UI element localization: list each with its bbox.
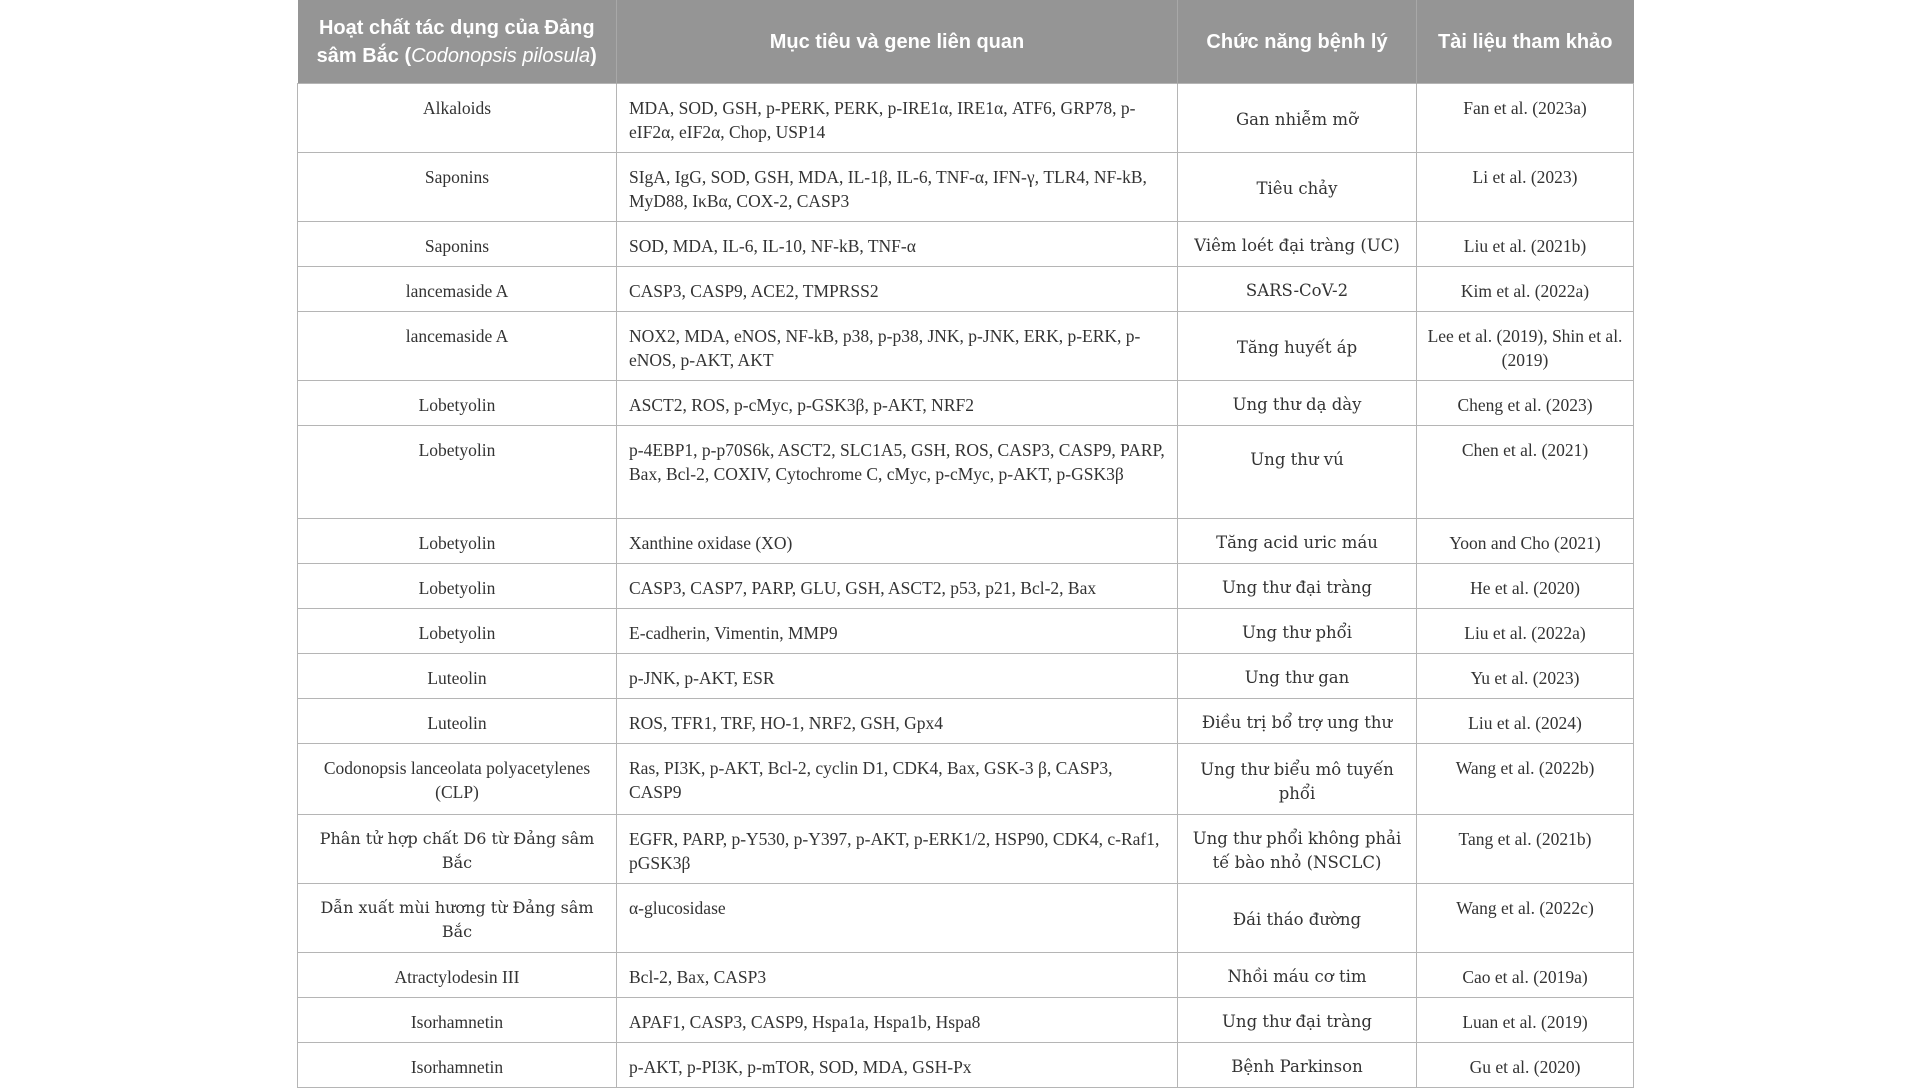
cell-compound: Isorhamnetin — [298, 998, 617, 1043]
cell-disease: Ung thư vú — [1178, 426, 1417, 519]
cell-targets: α-glucosidase — [617, 884, 1178, 953]
cell-reference: Liu et al. (2024) — [1417, 699, 1634, 744]
compound-target-table — [297, 0, 1634, 1088]
cell-reference: Wang et al. (2022c) — [1417, 884, 1634, 953]
data-table-container — [297, 0, 1633, 1088]
cell-compound: Luteolin — [298, 654, 617, 699]
cell-disease: Ung thư biểu mô tuyến phổi — [1178, 744, 1417, 815]
cell-reference: He et al. (2020) — [1417, 564, 1634, 609]
table-row — [298, 1043, 1634, 1088]
cell-compound: Phân tử hợp chất D6 từ Đảng sâm Bắc — [298, 815, 617, 884]
cell-targets: SIgA, IgG, SOD, GSH, MDA, IL-1β, IL-6, TNF-α, IFN-γ, TLR4, NF-kB, MyD88, IκBα, COX-2, CASP3 — [617, 153, 1178, 222]
cell-compound: lancemaside A — [298, 267, 617, 312]
table-row — [298, 744, 1634, 815]
cell-targets: MDA, SOD, GSH, p-PERK, PERK, p-IRE1α, IRE1α, ATF6, GRP78, p-eIF2α, eIF2α, Chop, USP14 — [617, 84, 1178, 153]
cell-compound: Isorhamnetin — [298, 1043, 617, 1088]
cell-compound: Lobetyolin — [298, 609, 617, 654]
cell-disease: Tiêu chảy — [1178, 153, 1417, 222]
table-row — [298, 564, 1634, 609]
header-compound-prefix: Hoạt chất tác dụng của Đảng sâm Bắc ( — [316, 16, 595, 67]
cell-disease: Điều trị bổ trợ ung thư — [1178, 699, 1417, 744]
cell-reference: Chen et al. (2021) — [1417, 426, 1634, 519]
cell-reference: Cao et al. (2019a) — [1417, 953, 1634, 998]
cell-targets: ROS, TFR1, TRF, HO-1, NRF2, GSH, Gpx4 — [617, 699, 1178, 744]
table-row — [298, 998, 1634, 1043]
table-row — [298, 815, 1634, 884]
cell-disease: Ung thư phổi — [1178, 609, 1417, 654]
cell-compound: Atractylodesin III — [298, 953, 617, 998]
cell-disease: SARS-CoV-2 — [1178, 267, 1417, 312]
cell-disease: Ung thư đại tràng — [1178, 998, 1417, 1043]
table-row — [298, 953, 1634, 998]
cell-targets: ASCT2, ROS, p-cMyc, p-GSK3β, p-AKT, NRF2 — [617, 381, 1178, 426]
table-row — [298, 381, 1634, 426]
header-targets: Mục tiêu và gene liên quan — [617, 0, 1178, 84]
cell-compound: Lobetyolin — [298, 519, 617, 564]
header-compound-species: Codonopsis pilosula — [411, 44, 591, 67]
cell-disease: Ung thư đại tràng — [1178, 564, 1417, 609]
cell-reference: Fan et al. (2023a) — [1417, 84, 1634, 153]
header-compound — [298, 0, 617, 84]
table-row — [298, 312, 1634, 381]
cell-compound: Lobetyolin — [298, 381, 617, 426]
cell-reference: Tang et al. (2021b) — [1417, 815, 1634, 884]
cell-targets: NOX2, MDA, eNOS, NF-kB, p38, p-p38, JNK, p-JNK, ERK, p-ERK, p-eNOS, p-AKT, AKT — [617, 312, 1178, 381]
table-row — [298, 654, 1634, 699]
cell-disease: Gan nhiễm mỡ — [1178, 84, 1417, 153]
cell-targets: SOD, MDA, IL-6, IL-10, NF-kB, TNF-α — [617, 222, 1178, 267]
cell-targets: Bcl-2, Bax, CASP3 — [617, 953, 1178, 998]
cell-disease: Ung thư dạ dày — [1178, 381, 1417, 426]
cell-targets: CASP3, CASP7, PARP, GLU, GSH, ASCT2, p53, p21, Bcl-2, Bax — [617, 564, 1178, 609]
table-row — [298, 222, 1634, 267]
cell-disease: Tăng acid uric máu — [1178, 519, 1417, 564]
table-header — [298, 0, 1634, 84]
table-row — [298, 699, 1634, 744]
table-body — [298, 84, 1634, 1088]
cell-reference: Li et al. (2023) — [1417, 153, 1634, 222]
cell-targets: APAF1, CASP3, CASP9, Hspa1a, Hspa1b, Hspa8 — [617, 998, 1178, 1043]
cell-disease: Bệnh Parkinson — [1178, 1043, 1417, 1088]
cell-compound: Lobetyolin — [298, 426, 617, 519]
header-row — [298, 0, 1634, 84]
cell-disease: Đái tháo đường — [1178, 884, 1417, 953]
table-row — [298, 153, 1634, 222]
cell-compound: Lobetyolin — [298, 564, 617, 609]
cell-targets: E-cadherin, Vimentin, MMP9 — [617, 609, 1178, 654]
cell-reference: Yu et al. (2023) — [1417, 654, 1634, 699]
cell-reference: Yoon and Cho (2021) — [1417, 519, 1634, 564]
cell-compound: Codonopsis lanceolata polyacetylenes (CLP) — [298, 744, 617, 815]
cell-targets: Ras, PI3K, p-AKT, Bcl-2, cyclin D1, CDK4, Bax, GSK-3 β, CASP3, CASP9 — [617, 744, 1178, 815]
cell-targets: Xanthine oxidase (XO) — [617, 519, 1178, 564]
cell-reference: Liu et al. (2021b) — [1417, 222, 1634, 267]
table-row — [298, 426, 1634, 519]
cell-disease: Ung thư phổi không phải tế bào nhỏ (NSCLC) — [1178, 815, 1417, 884]
cell-reference: Cheng et al. (2023) — [1417, 381, 1634, 426]
header-compound-suffix: ) — [590, 44, 597, 67]
header-reference: Tài liệu tham khảo — [1417, 0, 1634, 84]
cell-compound: Saponins — [298, 153, 617, 222]
table-row — [298, 609, 1634, 654]
table-row — [298, 84, 1634, 153]
table-row — [298, 884, 1634, 953]
cell-disease: Viêm loét đại tràng (UC) — [1178, 222, 1417, 267]
cell-targets: p-4EBP1, p-p70S6k, ASCT2, SLC1A5, GSH, ROS, CASP3, CASP9, PARP, Bax, Bcl-2, COXIV, Cytochrome C, cMyc, p-cMyc, p-AKT, p-GSK3β — [617, 426, 1178, 519]
cell-compound: Dẫn xuất mùi hương từ Đảng sâm Bắc — [298, 884, 617, 953]
cell-disease: Tăng huyết áp — [1178, 312, 1417, 381]
table-row — [298, 519, 1634, 564]
cell-compound: Saponins — [298, 222, 617, 267]
cell-disease: Nhồi máu cơ tim — [1178, 953, 1417, 998]
cell-targets: p-JNK, p-AKT, ESR — [617, 654, 1178, 699]
cell-compound: Luteolin — [298, 699, 617, 744]
cell-reference: Luan et al. (2019) — [1417, 998, 1634, 1043]
cell-disease: Ung thư gan — [1178, 654, 1417, 699]
cell-reference: Wang et al. (2022b) — [1417, 744, 1634, 815]
cell-targets: CASP3, CASP9, ACE2, TMPRSS2 — [617, 267, 1178, 312]
table-row — [298, 267, 1634, 312]
cell-targets: p-AKT, p-PI3K, p-mTOR, SOD, MDA, GSH-Px — [617, 1043, 1178, 1088]
cell-reference: Lee et al. (2019), Shin et al. (2019) — [1417, 312, 1634, 381]
cell-targets: EGFR, PARP, p-Y530, p-Y397, p-AKT, p-ERK1/2, HSP90, CDK4, c-Raf1, pGSK3β — [617, 815, 1178, 884]
cell-reference: Kim et al. (2022a) — [1417, 267, 1634, 312]
header-disease: Chức năng bệnh lý — [1178, 0, 1417, 84]
cell-reference: Gu et al. (2020) — [1417, 1043, 1634, 1088]
cell-reference: Liu et al. (2022a) — [1417, 609, 1634, 654]
cell-compound: lancemaside A — [298, 312, 617, 381]
cell-compound: Alkaloids — [298, 84, 617, 153]
